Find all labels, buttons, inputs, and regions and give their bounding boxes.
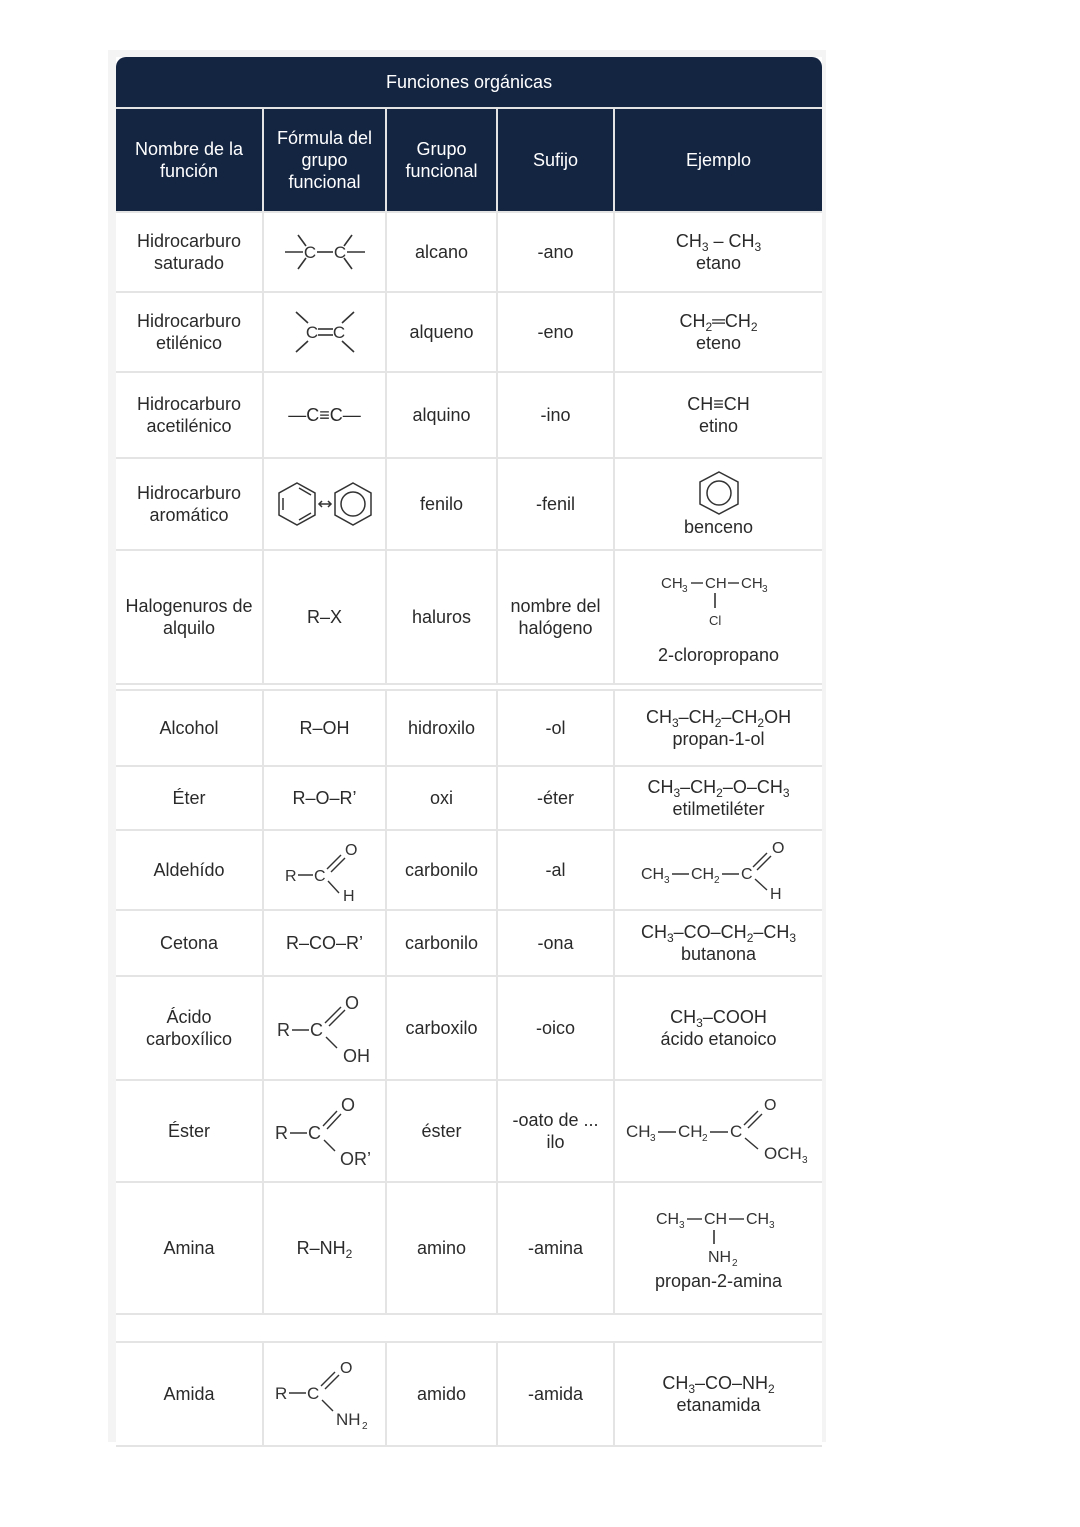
formula-cell	[264, 831, 387, 911]
header-nombre: Nombre de la función	[116, 109, 264, 213]
svg-text:3: 3	[761, 584, 768, 595]
example-name: etanamida	[676, 1395, 761, 1415]
svg-text:NH: NH	[335, 1410, 361, 1429]
formula-cell	[264, 293, 387, 373]
chloropropane-structure	[659, 568, 779, 630]
table-row	[116, 691, 822, 767]
table-row	[116, 1081, 822, 1183]
header-ejemplo: Ejemplo	[615, 109, 822, 213]
row-name: Éster	[116, 1081, 264, 1183]
svg-text:C: C	[333, 243, 346, 262]
row-suffix: nombre del halógeno	[498, 551, 615, 685]
svg-text:CH: CH	[704, 575, 727, 592]
example-name: propan-2-amina	[654, 1271, 783, 1291]
svg-text:R: R	[276, 1020, 290, 1040]
double-bond-carbons-icon	[288, 306, 362, 358]
row-name: Hidrocarburo etilénico	[116, 293, 264, 373]
row-group: amido	[387, 1343, 498, 1447]
row-suffix: -oico	[498, 977, 615, 1081]
svg-text:C: C	[305, 323, 318, 342]
row-group: oxi	[387, 767, 498, 831]
example-name: etino	[699, 416, 739, 436]
single-bond-carbons-icon	[283, 227, 367, 277]
row-group: hidroxilo	[387, 691, 498, 767]
header-sufijo: Sufijo	[498, 109, 615, 213]
row-suffix: -al	[498, 831, 615, 911]
svg-text:CH: CH	[690, 866, 714, 883]
formula-cell: R–O–R’	[264, 767, 387, 831]
row-example	[615, 459, 822, 551]
svg-text:2: 2	[731, 1258, 738, 1269]
example-formula: $CH_3-CO-NH_2$	[662, 1373, 775, 1396]
formula-cell: —C≡C—	[264, 373, 387, 459]
table-row	[116, 1183, 822, 1315]
example-name: benceno	[683, 517, 754, 537]
formula-cell: $R-NH_2$	[264, 1183, 387, 1315]
row-group: fenilo	[387, 459, 498, 551]
row-group: carbonilo	[387, 911, 498, 977]
header-formula: Fórmula del grupo funcional	[264, 109, 387, 213]
example-formula: CH≡CH	[687, 394, 750, 414]
example-formula: $CH_2═CH_2$	[679, 311, 758, 334]
table-row	[116, 293, 822, 373]
row-suffix: -ol	[498, 691, 615, 767]
table-row	[116, 1343, 822, 1447]
formula-cell: R–CO–R’	[264, 911, 387, 977]
svg-text:OH: OH	[342, 1046, 370, 1066]
benzene-ring-icon	[697, 470, 741, 516]
row-name: Aldehído	[116, 831, 264, 911]
formula-cell: R–X	[264, 551, 387, 685]
svg-text:R: R	[274, 1384, 287, 1403]
row-name: Ácido carboxílico	[116, 977, 264, 1081]
svg-text:O: O	[771, 840, 784, 857]
amide-group-icon	[273, 1355, 377, 1433]
svg-text:C: C	[306, 1384, 319, 1403]
svg-text:CH: CH	[740, 575, 763, 592]
row-group: alquino	[387, 373, 498, 459]
benzene-resonance-icon	[277, 479, 373, 529]
table-title: Funciones orgánicas	[116, 57, 822, 109]
row-example	[615, 293, 822, 373]
aldehyde-group-icon	[283, 837, 367, 903]
svg-text:C: C	[740, 866, 753, 883]
row-group: alcano	[387, 213, 498, 293]
row-example	[615, 977, 822, 1081]
propan-2-amine-structure	[654, 1204, 784, 1270]
row-suffix: -ano	[498, 213, 615, 293]
row-example	[615, 373, 822, 459]
formula-cell	[264, 977, 387, 1081]
example-name: etilmetiléter	[672, 799, 765, 819]
row-name: Amida	[116, 1343, 264, 1447]
header-grupo: Grupo funcional	[387, 109, 498, 213]
table-row	[116, 551, 822, 685]
svg-text:2: 2	[713, 875, 720, 886]
formula-cell	[264, 1081, 387, 1183]
row-name: Éter	[116, 767, 264, 831]
svg-text:C: C	[332, 323, 345, 342]
propanal-structure	[639, 837, 799, 903]
table-row	[116, 977, 822, 1081]
row-example	[615, 691, 822, 767]
table-row	[116, 831, 822, 911]
methyl-propanoate-structure	[624, 1093, 814, 1169]
svg-text:OCH: OCH	[763, 1144, 802, 1163]
row-example	[615, 213, 822, 293]
row-group: amino	[387, 1183, 498, 1315]
svg-text:3: 3	[801, 1155, 808, 1166]
example-formula: $CH_3-CO-CH_2-CH_3$	[640, 922, 797, 945]
svg-text:3: 3	[649, 1133, 656, 1144]
example-name: 2-cloropropano	[657, 645, 780, 665]
example-formula: $CH_3-CH_2-O-CH_3$	[647, 777, 790, 800]
row-name: Hidrocarburo saturado	[116, 213, 264, 293]
svg-text:3: 3	[681, 584, 688, 595]
row-suffix: -eno	[498, 293, 615, 373]
example-name: butanona	[680, 944, 757, 964]
row-example	[615, 1081, 822, 1183]
svg-text:CH: CH	[703, 1211, 727, 1228]
svg-text:Cl: Cl	[708, 613, 721, 628]
row-suffix: -éter	[498, 767, 615, 831]
table-row	[116, 459, 822, 551]
svg-text:O: O	[344, 842, 357, 859]
svg-text:OR’: OR’	[339, 1149, 371, 1169]
svg-text:O: O	[763, 1097, 776, 1114]
svg-text:C: C	[729, 1122, 742, 1141]
svg-text:H: H	[342, 888, 355, 903]
svg-text:O: O	[344, 993, 359, 1013]
example-formula: $CH_3 - CH_3$	[675, 231, 762, 254]
table-row	[116, 767, 822, 831]
svg-text:CH: CH	[655, 1211, 679, 1228]
table-row	[116, 373, 822, 459]
row-name: Hidrocarburo acetilénico	[116, 373, 264, 459]
formula-cell	[264, 1343, 387, 1447]
svg-text:C: C	[309, 1020, 323, 1040]
row-suffix: -ona	[498, 911, 615, 977]
row-name: Alcohol	[116, 691, 264, 767]
row-group: haluros	[387, 551, 498, 685]
svg-text:R: R	[274, 1123, 288, 1143]
svg-text:CH: CH	[625, 1122, 651, 1141]
carboxyl-group-icon	[275, 990, 375, 1066]
row-suffix: -ino	[498, 373, 615, 459]
table-gap	[116, 1315, 822, 1343]
table-row	[116, 911, 822, 977]
svg-text:NH: NH	[707, 1249, 731, 1266]
svg-text:2: 2	[361, 1421, 368, 1432]
row-suffix: -amida	[498, 1343, 615, 1447]
formula-cell	[264, 459, 387, 551]
row-example	[615, 551, 822, 685]
example-formula: $CH_3-CH_2-CH_2OH$	[645, 707, 792, 730]
svg-text:R: R	[284, 868, 297, 885]
row-example	[615, 1183, 822, 1315]
svg-text:C: C	[307, 1123, 321, 1143]
table-row	[116, 213, 822, 293]
svg-text:O: O	[340, 1095, 355, 1115]
svg-text:3: 3	[663, 875, 670, 886]
row-example	[615, 767, 822, 831]
row-suffix: -fenil	[498, 459, 615, 551]
svg-text:3: 3	[678, 1220, 685, 1231]
example-name: ácido etanoico	[660, 1029, 777, 1049]
example-formula: $CH_3$–COOH	[670, 1007, 767, 1030]
example-name: eteno	[696, 333, 742, 353]
svg-text:CH: CH	[640, 866, 664, 883]
row-example	[615, 831, 822, 911]
row-example	[615, 1343, 822, 1447]
row-group: éster	[387, 1081, 498, 1183]
example-name: propan-1-ol	[672, 729, 765, 749]
svg-text:3: 3	[768, 1220, 775, 1231]
svg-text:H: H	[769, 886, 782, 903]
row-suffix: -oato de ... ilo	[498, 1081, 615, 1183]
ester-group-icon	[273, 1093, 377, 1169]
svg-text:CH: CH	[660, 575, 683, 592]
row-suffix: -amina	[498, 1183, 615, 1315]
row-example	[615, 911, 822, 977]
svg-text:CH: CH	[745, 1211, 769, 1228]
row-group: alqueno	[387, 293, 498, 373]
organic-functions-table	[116, 57, 822, 1447]
row-group: carboxilo	[387, 977, 498, 1081]
svg-text:C: C	[303, 243, 316, 262]
row-name: Hidrocarburo aromático	[116, 459, 264, 551]
formula-cell	[264, 213, 387, 293]
row-name: Amina	[116, 1183, 264, 1315]
example-name: etano	[696, 253, 742, 273]
svg-text:CH: CH	[677, 1122, 703, 1141]
formula-cell: R–OH	[264, 691, 387, 767]
row-name: Cetona	[116, 911, 264, 977]
row-name: Halogenuros de alquilo	[116, 551, 264, 685]
svg-text:O: O	[339, 1360, 352, 1377]
svg-text:2: 2	[701, 1133, 708, 1144]
svg-text:C: C	[313, 868, 326, 885]
row-group: carbonilo	[387, 831, 498, 911]
